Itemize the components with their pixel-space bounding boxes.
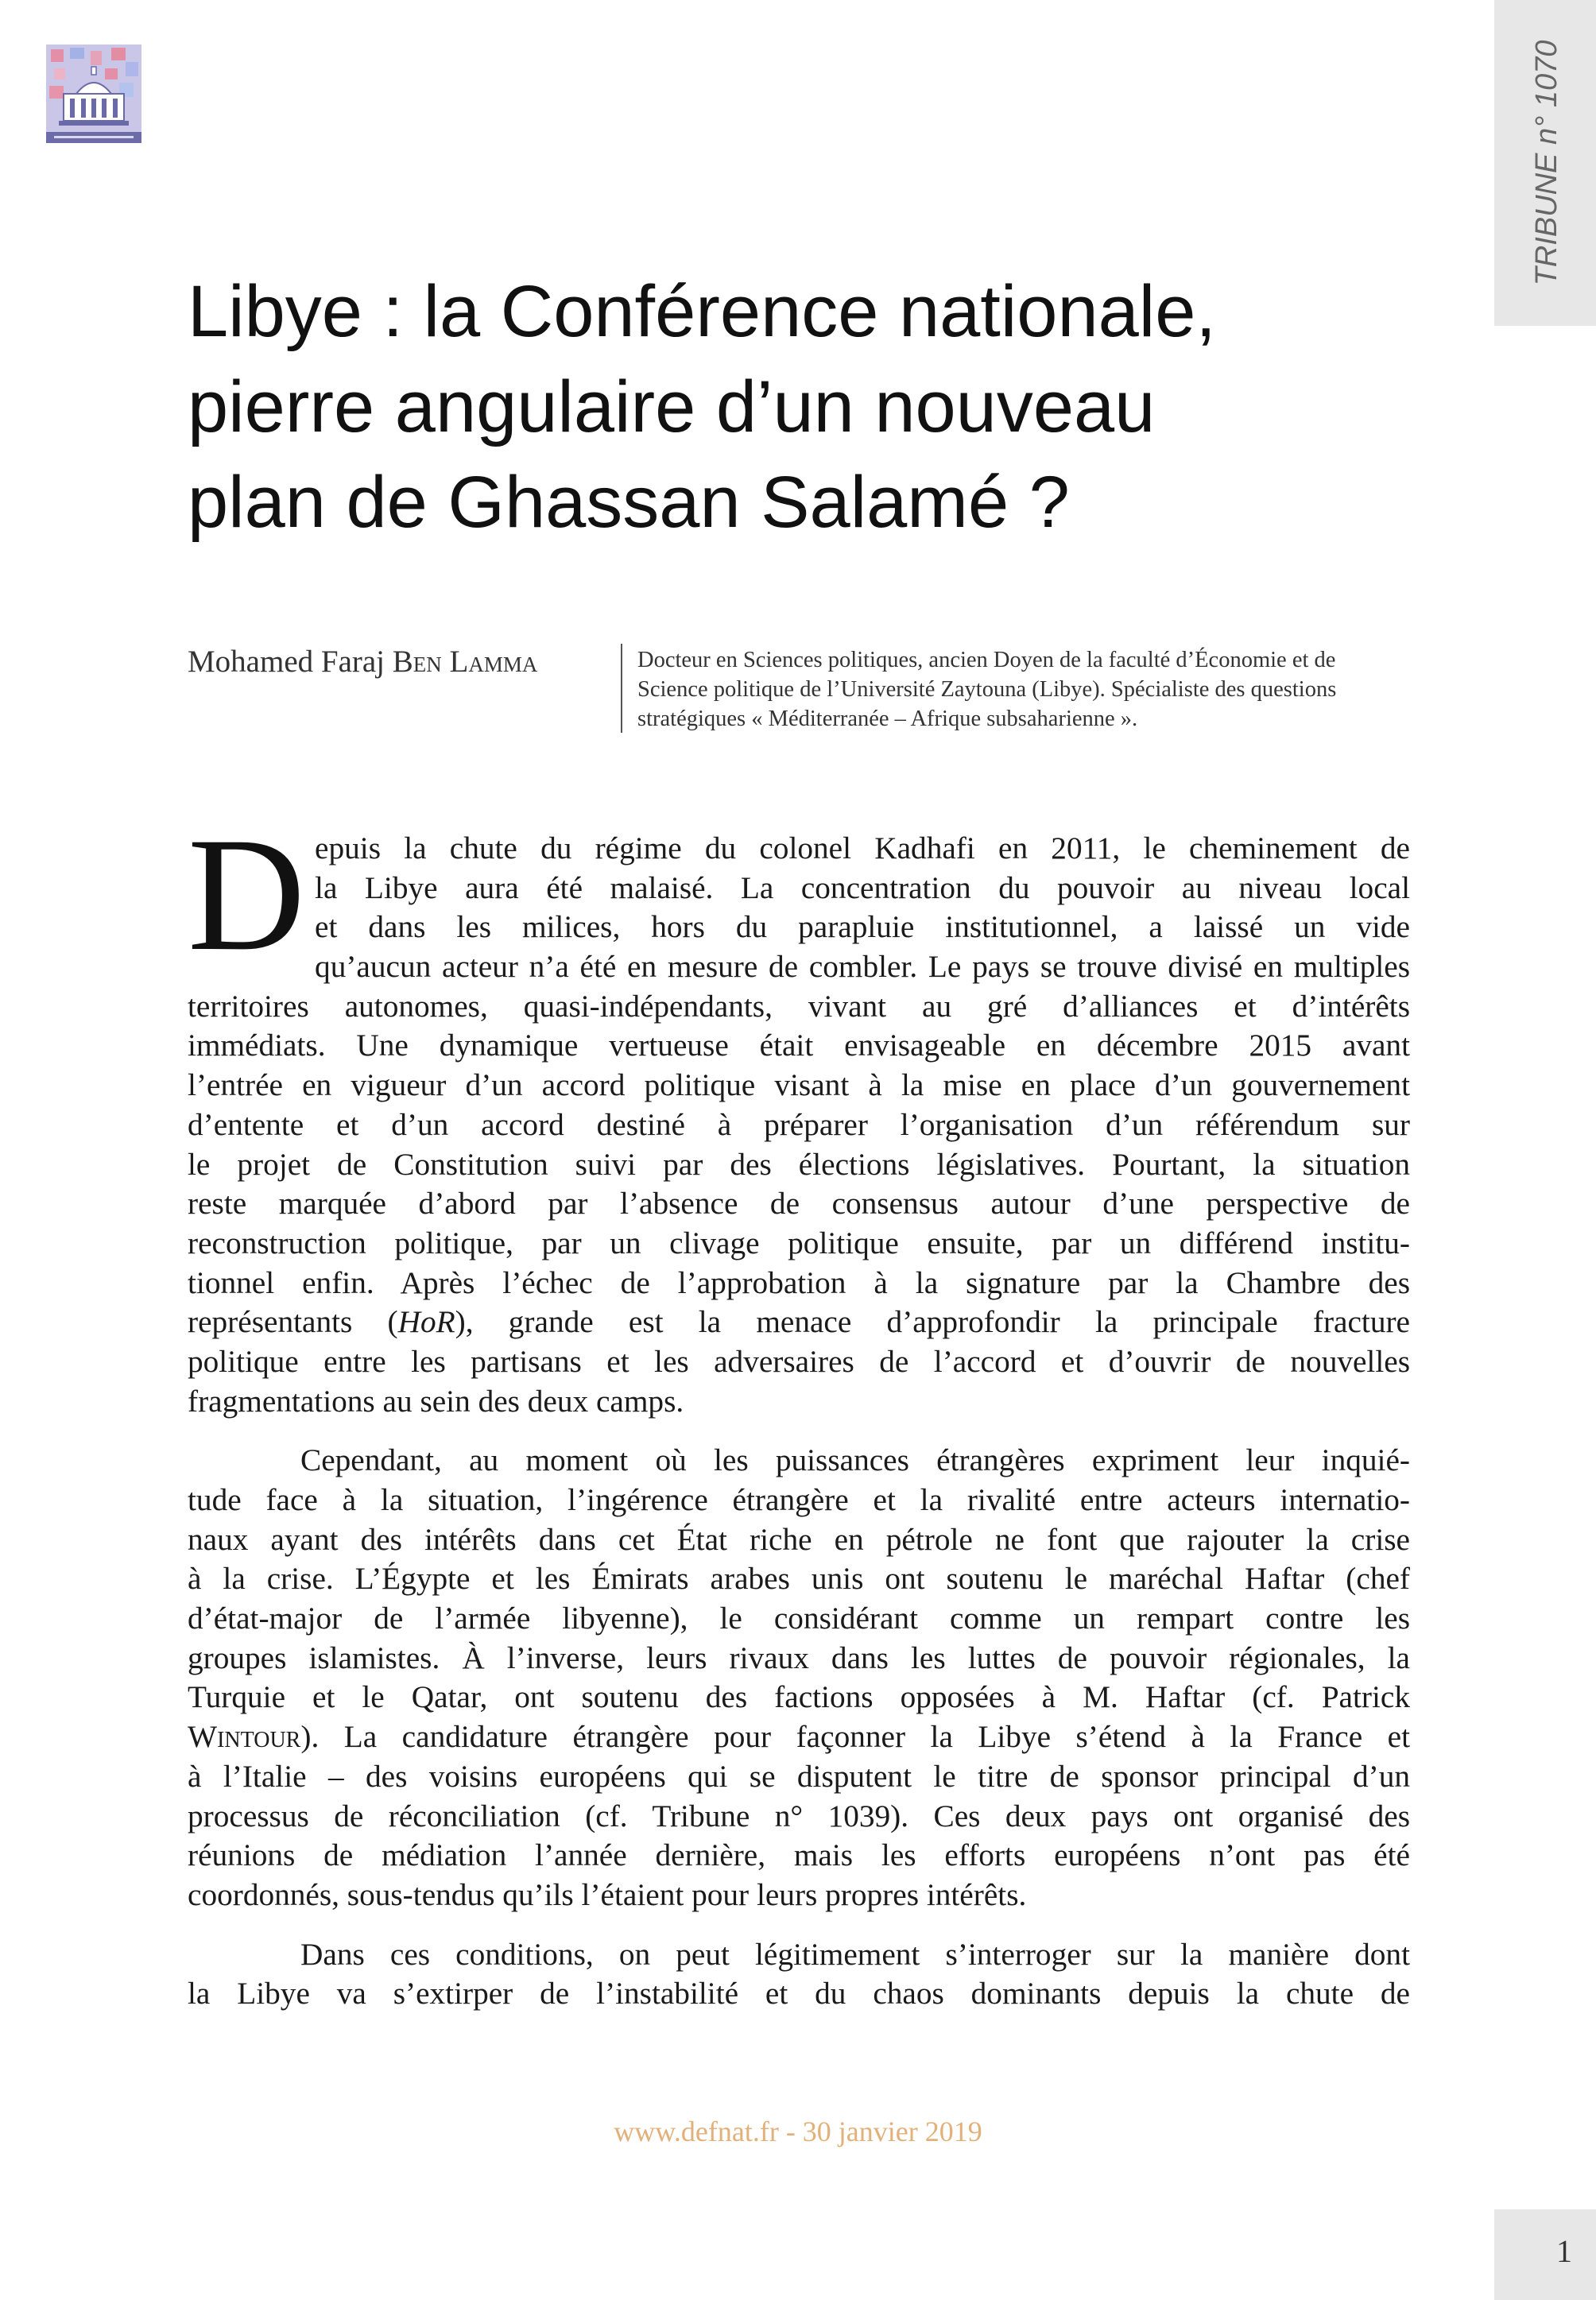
title-line: Libye : la Conférence nationale, <box>188 271 1216 352</box>
text-line: tionnel enfin. Après l’échec de l’approbation à la signature par la Chambre des <box>188 1264 1410 1300</box>
italic-abbreviation: HoR <box>397 1304 455 1340</box>
author-bio-line: Science politique de l’Université Zaytouna (Libye). Spécialiste des questions <box>637 677 1337 702</box>
author-divider <box>621 644 622 733</box>
text-segment: représentants ( <box>188 1304 398 1340</box>
text-line <box>188 1717 1410 1757</box>
drop-cap: D <box>188 804 306 985</box>
text-line: réunions de médiation l’année dernière, mais les efforts européens n’ont pas été <box>188 1837 1410 1873</box>
text-line: à l’Italie – des voisins européens qui se disputent le titre de sponsor principal d’un <box>188 1758 1410 1794</box>
text-line: l’entrée en vigueur d’un accord politique visant à la mise en place d’un gouvernement <box>188 1067 1410 1103</box>
text-line: processus de réconciliation (cf. Tribune n° 1039). Ces deux pays ont organisé des <box>188 1798 1410 1833</box>
text-segment: ), grande est la menace d’approfondir la principale fracture <box>455 1304 1411 1340</box>
text-line: à la crise. L’Égypte et les Émirats arabes unis ont soutenu le maréchal Haftar (chef <box>188 1561 1410 1597</box>
text-line: Dans ces conditions, on peut légitimement s’interroger sur la manière dont <box>300 1936 1410 1972</box>
text-line: d’entente et d’un accord destiné à préparer l’organisation d’un référendum sur <box>188 1106 1410 1142</box>
text-line: la Libye aura été malaisé. La concentration du pouvoir au niveau local <box>315 869 1410 905</box>
text-line: naux ayant des intérêts dans cet État riche en pétrole ne font que rajouter la crise <box>188 1521 1410 1557</box>
text-line: Cependant, au moment où les puissances étrangères expriment leur inquié- <box>300 1442 1410 1478</box>
page-number: 1 <box>1556 2233 1572 2269</box>
article-title <box>188 264 1412 550</box>
smallcaps-name: Wintour <box>188 1719 301 1755</box>
paragraph-1 <box>188 804 1411 1421</box>
text-segment: ). La candidature étrangère pour façonner la Libye s’étend à la France et <box>300 1719 1410 1755</box>
author-first-names: Mohamed Faraj <box>188 645 385 679</box>
text-line: territoires autonomes, quasi-indépendants, vivant au gré d’alliances et d’intérêts <box>188 988 1410 1024</box>
text-line: qu’aucun acteur n’a été en mesure de combler. Le pays se trouve divisé en multiples <box>315 949 1410 985</box>
text-line: immédiats. Une dynamique vertueuse était envisageable en décembre 2015 avant <box>188 1028 1410 1063</box>
text-line: d’état-major de l’armée libyenne), le considérant comme un rempart contre les <box>188 1601 1410 1636</box>
author-last-name: Ben Lamma <box>392 645 538 679</box>
author-bio-line: stratégiques « Méditerranée – Afrique subsaharienne ». <box>637 707 1138 731</box>
text-line: la Libye va s’extirper de l’instabilité et du chaos dominants depuis la chute de <box>188 1976 1410 2012</box>
text-line: epuis la chute du régime du colonel Kadhafi en 2011, le cheminement de <box>315 831 1410 865</box>
text-line: reste marquée d’abord par l’absence de consensus autour d’une perspective de <box>188 1186 1410 1222</box>
author-bio <box>637 645 1424 734</box>
text-line: le projet de Constitution suivi par des élections législatives. Pourtant, la situation <box>188 1146 1410 1182</box>
footer-site-date: www.defnat.fr - 30 janvier 2019 <box>614 2116 982 2147</box>
title-line: pierre angulaire d’un nouveau <box>188 366 1156 447</box>
text-line: et dans les milices, hors du parapluie institutionnel, a laissé un vide <box>315 909 1410 945</box>
text-line: tude face à la situation, l’ingérence étrangère et la rivalité entre acteurs internatio- <box>188 1482 1410 1517</box>
author-bio-line: Docteur en Sciences politiques, ancien Doyen de la faculté d’Économie et de <box>637 648 1336 672</box>
title-line: plan de Ghassan Salamé ? <box>188 462 1070 543</box>
paragraph-3 <box>188 1935 1410 2014</box>
text-line: groupes islamistes. À l’inverse, leurs rivaux dans les luttes de pouvoir régionales, la <box>188 1640 1410 1675</box>
institution-building-logo-icon <box>46 45 141 143</box>
text-line: Turquie et le Qatar, ont soutenu des factions opposées à M. Haftar (cf. Patrick <box>188 1679 1410 1715</box>
article-body <box>188 804 1411 2014</box>
text-line: reconstruction politique, par un clivage politique ensuite, par un différend institu- <box>188 1225 1410 1260</box>
publication-logo <box>46 45 141 143</box>
paragraph-2 <box>188 1441 1410 1915</box>
author-name <box>188 642 537 682</box>
text-line: coordonnés, sous-tendus qu’ils l’étaient pour leurs propres intérêts. <box>188 1876 1027 1912</box>
text-line <box>188 1303 1410 1342</box>
text-line: fragmentations au sein des deux camps. <box>188 1383 684 1419</box>
text-line: politique entre les partisans et les adversaires de l’accord et d’ouvrir de nouvelles <box>188 1343 1410 1379</box>
tribune-number-label: TRIBUNE n° 1070 <box>1530 40 1563 286</box>
